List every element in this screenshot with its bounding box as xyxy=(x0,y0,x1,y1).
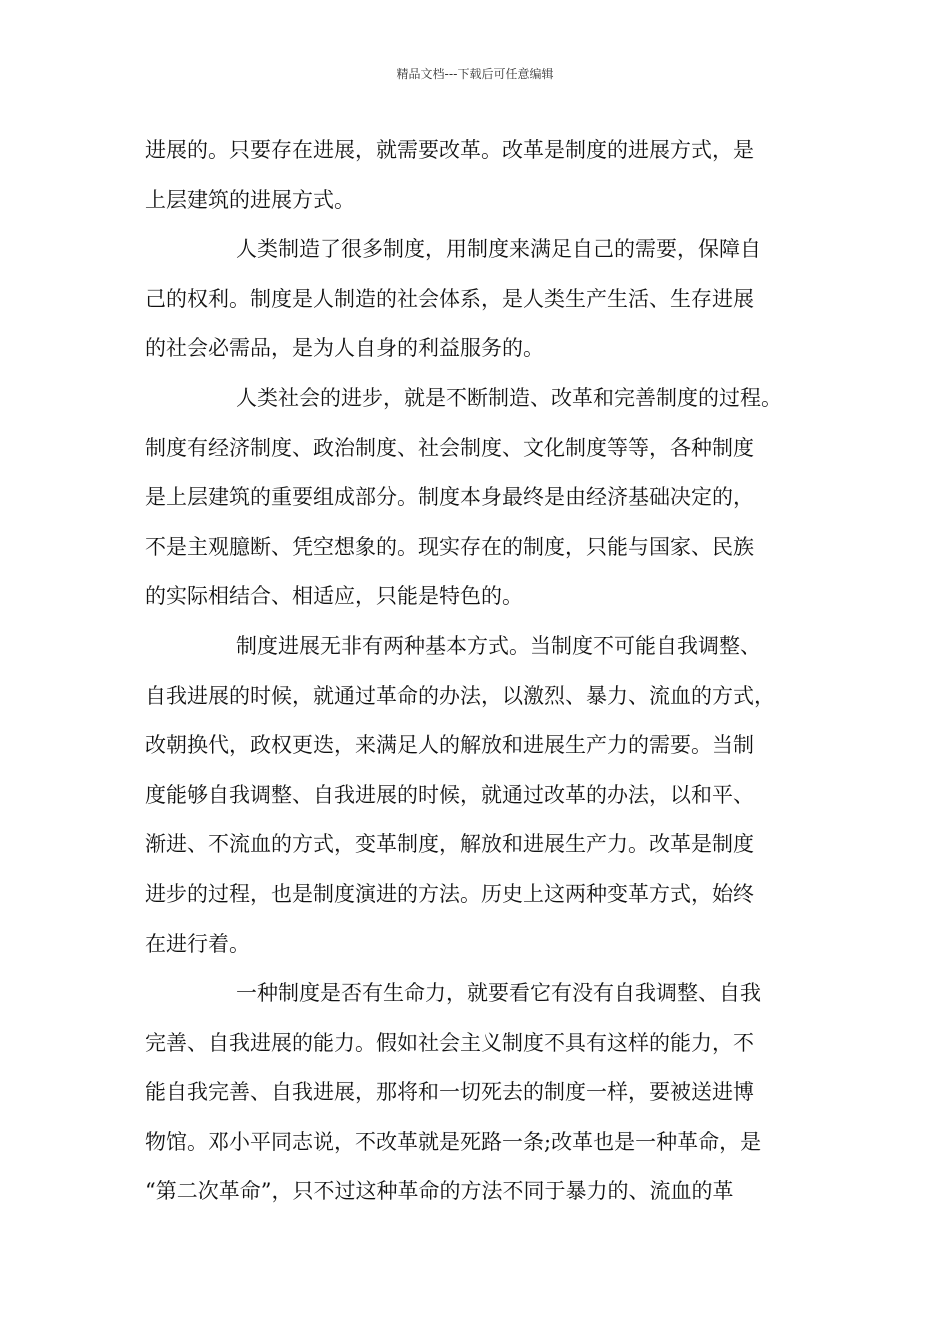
text-line: 不是主观臆断、凭空想象的。现实存在的制度，只能与国家、民族 xyxy=(145,534,754,559)
text-line: 上层建筑的进展方式。 xyxy=(145,187,355,212)
text-line: 度能够自我调整、自我进展的时候，就通过改革的办法，以和平、 xyxy=(145,782,754,807)
text-line: 进步的过程，也是制度演进的方法。历史上这两种变革方式，始终 xyxy=(145,881,754,906)
text-line: 能自我完善、自我进展，那将和一切死去的制度一样，要被送进博 xyxy=(145,1080,754,1105)
text-line: 进展的。只要存在进展，就需要改革。改革是制度的进展方式，是 xyxy=(145,138,754,162)
text-line: 在进行着。 xyxy=(145,931,250,956)
text-line: 人类社会的进步，就是不断制造、改革和完善制度的过程。 xyxy=(236,385,782,410)
text-line: “第二次革命”，只不过这种革命的方法不同于暴力的、流血的革 xyxy=(145,1179,734,1204)
text-line: 的实际相结合、相适应，只能是特色的。 xyxy=(145,584,523,609)
document-body xyxy=(145,126,825,1217)
page-header: 精品文档---下载后可任意编辑 xyxy=(396,67,554,81)
text-line: 制度有经济制度、政治制度、社会制度、文化制度等等，各种制度 xyxy=(145,435,754,460)
text-line: 渐进、不流血的方式，变革制度，解放和进展生产力。改革是制度 xyxy=(145,832,754,857)
text-line: 己的权利。制度是人制造的社会体系，是人类生产生活、生存进展 xyxy=(145,286,754,311)
text-line: 自我进展的时候，就通过革命的办法，以激烈、暴力、流血的方式， xyxy=(145,683,775,708)
text-line: 制度进展无非有两种基本方式。当制度不可能自我调整、 xyxy=(236,633,761,658)
text-line: 改朝换代，政权更迭，来满足人的解放和进展生产力的需要。当制 xyxy=(145,733,754,758)
text-line: 物馆。邓小平同志说，不改革就是死路一条;改革也是一种革命，是 xyxy=(145,1129,762,1154)
text-line: 完善、自我进展的能力。假如社会主义制度不具有这样的能力，不 xyxy=(145,1030,754,1055)
text-line: 是上层建筑的重要组成部分。制度本身最终是由经济基础决定的， xyxy=(145,485,754,510)
text-line: 一种制度是否有生命力，就要看它有没有自我调整、自我 xyxy=(236,981,761,1006)
text-line: 的社会必需品，是为人自身的利益服务的。 xyxy=(145,336,544,361)
text-line: 人类制造了很多制度，用制度来满足自己的需要，保障自 xyxy=(236,237,761,262)
